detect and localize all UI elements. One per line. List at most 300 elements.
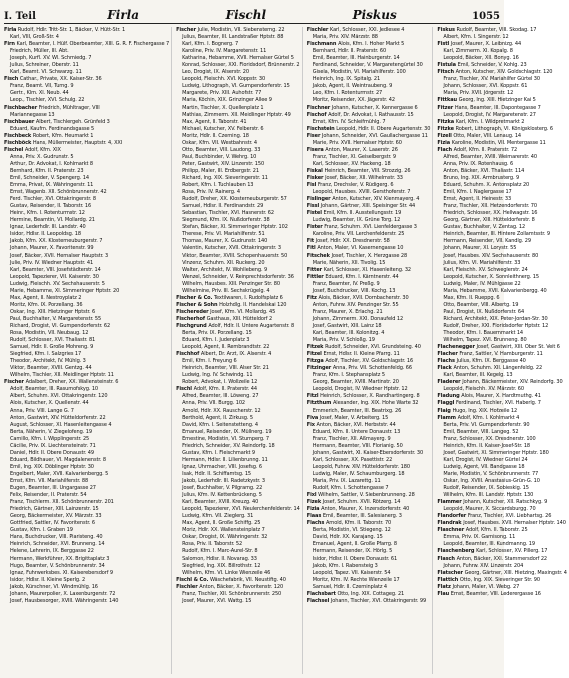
entry-details: Friedrich, Müller, III. Abt. xyxy=(10,48,69,55)
column-2 xyxy=(176,27,303,674)
entry-details: Leopold, Beamter, III. Kundmanng. 19 xyxy=(443,541,536,548)
directory-entry xyxy=(437,584,567,591)
directory-entry xyxy=(307,196,431,203)
directory-entry xyxy=(307,570,431,577)
entry-details: Emil, Schneider, V. Spengerg. 14 xyxy=(10,174,89,181)
directory-entry xyxy=(307,217,431,224)
directory-entry xyxy=(4,351,169,358)
directory-entry xyxy=(437,386,567,393)
entry-details: Gertr., Klm. XI. Neub. 44 xyxy=(10,90,69,97)
directory-entry xyxy=(437,365,567,372)
directory-entry xyxy=(4,450,169,457)
directory-entry xyxy=(4,513,169,520)
entry-details: Wenzel, Schneider, V. Reinprechtsdorferstr. 36 xyxy=(182,273,294,280)
entry-details: Karl, Beamter, XVIII. Kreuzg. 40 xyxy=(182,499,259,506)
directory-entry xyxy=(4,295,169,302)
entry-surname: Firn xyxy=(4,41,17,48)
directory-entry xyxy=(4,570,169,577)
directory-entry xyxy=(307,485,431,492)
entry-details: Johann, Schneider, XVI. Gaullachergasse 11 xyxy=(321,132,428,139)
entry-details: Arnold, Hdlr. XX. Rauscherstr. 12 xyxy=(182,407,261,414)
entry-details: Rudolf, Hdlr. Tritt-Str. 1, Bäcker, V. Hütt-Str. 1 xyxy=(17,27,126,33)
entry-details: Samuel, Hdlr. II. Czerninplatz 4 xyxy=(312,583,388,590)
entry-surname: Fister xyxy=(306,224,325,231)
entry-details: Richard, Drogist, VI. Gumpendorferstr. 62 xyxy=(10,322,111,329)
entry-details: Mathias, Zimmerm. XII. Meidlinger Hptstr. 49 xyxy=(182,111,291,118)
entry-details: Rosa, Modistin, VII. Neubaug. 12 xyxy=(10,330,89,337)
directory-entry xyxy=(4,464,169,471)
directory-entry xyxy=(307,288,431,295)
directory-entry xyxy=(437,34,567,41)
entry-surname: Flacher xyxy=(437,351,460,358)
directory-entry xyxy=(307,76,431,83)
directory-entry xyxy=(176,436,300,443)
directory-entry xyxy=(4,563,169,570)
directory-entry xyxy=(307,112,431,119)
running-head-word: Firla xyxy=(107,8,140,22)
directory-entry xyxy=(437,147,567,154)
directory-entry xyxy=(176,372,300,379)
entry-details: Adolf, Dr. Advokat, I. Rathausstr. 15 xyxy=(328,111,414,118)
directory-entry xyxy=(4,548,169,555)
directory-entry xyxy=(437,492,567,499)
directory-entry xyxy=(176,281,300,288)
entry-surname: Fischerhof xyxy=(176,315,207,322)
entry-details: Jakob, Kfm. I. Rabensteig 3 xyxy=(312,562,378,569)
directory-entry xyxy=(4,527,169,534)
entry-details: Julius, Kfm. VI. Mariahilferstr. 33 xyxy=(443,259,521,266)
entry-details: Margarete, Priv. XIII. Auhofstr. 77 xyxy=(182,90,262,97)
entry-details: Gottfried, Sattler, IV. Favoritenstr. 6 xyxy=(10,520,95,527)
directory-entry xyxy=(4,34,169,41)
entry-details: Moritz, Kfm. IX. Porzellang. 36 xyxy=(10,301,83,308)
entry-surname: Fitzga xyxy=(306,358,326,365)
directory-entry xyxy=(176,485,300,492)
directory-entry xyxy=(307,534,431,541)
entry-details: Ernst, Hdlsr. II. Kleine Pfarrg. 11 xyxy=(323,351,400,358)
entry-details: Berthold, Agent, II. Zirkusg. 5 xyxy=(182,414,253,421)
entry-details: Jakob, Kfm. XX. Klosterneuburgerstr. 7 xyxy=(10,238,103,245)
entry-surname: Fitschek xyxy=(306,252,332,259)
entry-details: Karoline, Priv. VII. Lerchenfelderstr. 25 xyxy=(312,231,405,238)
entry-surname: Fisera xyxy=(306,146,326,153)
entry-details: Marie, Hebamme, XI. Simmeringer Hptstr. 20 xyxy=(10,287,120,294)
directory-entry xyxy=(437,577,567,584)
entry-details: Arthur, Dr. Advokat, I. Kohlmarkt 8 xyxy=(10,160,94,167)
directory-entry xyxy=(437,457,567,464)
directory-entry xyxy=(437,182,567,189)
entry-details: Isak, Hdlr. II. Schiffamtsg. 15 xyxy=(182,470,252,477)
entry-details: Max, Agent, II. Große Schiffg. 25 xyxy=(182,520,261,527)
entry-details: Josef, Buchhalter, V. Pilgramg. 22 xyxy=(182,485,263,492)
page-header xyxy=(4,6,500,24)
entry-details: Johann, Zimmerm. XXI. Donaufeld 12 xyxy=(312,315,404,322)
entry-surname: Fischböck xyxy=(4,139,33,146)
entry-surname: Fitzthum xyxy=(306,400,333,407)
directory-entry xyxy=(437,217,567,224)
entry-surname: Fiva xyxy=(306,414,320,421)
entry-details: Samuel, Hdlr. II. Große Mohreng. 9 xyxy=(10,344,94,351)
entry-details: Karoline, Modistin, VII. Mentergasse 11 xyxy=(451,139,546,146)
directory-entry xyxy=(176,584,300,591)
entry-surname: Flattich xyxy=(437,576,460,583)
directory-entry xyxy=(176,126,300,133)
directory-entry xyxy=(4,492,169,499)
directory-entry xyxy=(176,69,300,76)
entry-details: Anton, Kutscher, XIV. Goldschlagstr. 120 xyxy=(455,69,553,76)
directory-entry xyxy=(307,55,431,62)
directory-entry xyxy=(4,140,169,147)
entry-details: Friedrich, Mühltrager, VIII xyxy=(38,104,100,111)
directory-entry xyxy=(437,90,567,97)
entry-details: Mariannegasse 13 xyxy=(10,111,55,118)
directory-entry xyxy=(437,443,567,450)
entry-details: Franz, Tischler, XI. Geiselbergstr. 9 xyxy=(312,153,397,160)
entry-surname: Fischer & Sohn xyxy=(176,301,220,308)
entry-surname: Fix xyxy=(306,421,317,428)
entry-surname: Flach xyxy=(437,146,454,153)
entry-details: Richard, Architekt, XIX. Peter-Jordan-Str. 30 xyxy=(443,315,548,322)
directory-entry xyxy=(307,591,431,598)
entry-details: Gisela, Modistin, VI. Mariahilferstr. 100 xyxy=(312,69,406,76)
entry-details: Georg, Gärtner, XIII. Hietzing, Maxingstr. 4 xyxy=(464,569,567,576)
directory-entry xyxy=(4,436,169,443)
entry-details: Robert, Kfm. I. Tuchlauben 13 xyxy=(182,182,254,189)
directory-entry xyxy=(4,112,169,119)
directory-entry xyxy=(437,288,567,295)
directory-entry xyxy=(176,337,300,344)
directory-entry xyxy=(437,189,567,196)
directory-entry xyxy=(176,457,300,464)
entry-details: Friedrich, Schlosser, XX. Hellwagstr. 16 xyxy=(443,210,538,217)
entry-details: Katharina, Hebamme, XVII. Hernalser Gürtel 5 xyxy=(182,55,294,62)
directory-entry xyxy=(176,365,300,372)
entry-details: Anton, Kutscher, XIV. Kienmayerg. 4 xyxy=(332,196,420,203)
directory-entry xyxy=(437,556,567,563)
entry-surname: Flandrak xyxy=(437,520,464,527)
directory-entry xyxy=(176,189,300,196)
directory-entry xyxy=(437,337,567,344)
entry-surname: Fischbeck xyxy=(4,132,33,139)
entry-surname: Fischmann xyxy=(306,41,339,48)
directory-entry xyxy=(4,62,169,69)
entry-surname: Flaschner xyxy=(437,527,466,534)
directory-entry xyxy=(437,281,567,288)
directory-entry xyxy=(176,302,300,309)
entry-details: Rosa, Priv. II. Taborstr. 52 xyxy=(182,541,243,548)
entry-surname: Flachsel xyxy=(306,597,331,604)
entry-details: Josef, Gastwirt, XIII. Lainz 18 xyxy=(312,322,382,329)
entry-surname: Fischof xyxy=(306,111,329,118)
directory-entry xyxy=(307,386,431,393)
directory-entry xyxy=(4,76,169,83)
entry-surname: Fischer & Co. xyxy=(176,294,215,301)
entry-details: Hermann, Hdlsr. II. Lilienbrunng. 11 xyxy=(182,456,268,463)
directory-entry xyxy=(176,429,300,436)
directory-entry xyxy=(437,161,567,168)
entry-details: Jakob, Lederhdlr. III. Radetzkystr. 3 xyxy=(182,478,265,484)
entry-details: Ludwig, Maler, IV. Schaumburgerg. 18 xyxy=(312,470,405,477)
directory-entry xyxy=(437,429,567,436)
entry-details: Berta, Näherin, V. Ziegelofeng. 19 xyxy=(10,428,92,435)
entry-details: Max, Kfm. II. Rueppg. 6 xyxy=(443,294,500,301)
directory-entry xyxy=(176,393,300,400)
directory-entry xyxy=(307,147,431,154)
entry-details: Rudolf, Schneider, XVI. Grundsteing. 40 xyxy=(325,344,421,351)
entry-details: Alfred, Beamter, III. Löweng. 27 xyxy=(182,393,259,400)
entry-details: Anton, Bäcker, XVI. Thaliastr. 114 xyxy=(443,167,525,174)
directory-entry xyxy=(176,548,300,555)
entry-details: Johann, Maurerpolier, X. Laxenburgerstr. 72 xyxy=(10,590,116,597)
entry-surname: Flamm xyxy=(437,414,458,421)
entry-details: Leopold, Tapezierer, VII. Kaiserstr. 30 xyxy=(10,273,99,280)
entry-details: Ferdinand, Schneider, V. Margaretengürtel 30 xyxy=(312,62,423,69)
directory-entry xyxy=(437,513,567,520)
entry-surname: Fischbauer xyxy=(4,118,36,125)
entry-details: Emil, Kfm. II. Ausstellungsstr. 19 xyxy=(323,210,402,217)
directory-entry xyxy=(437,83,567,90)
directory-entry xyxy=(176,415,300,422)
entry-details: Emil, Kfm. I. Freyung 6 xyxy=(182,358,237,365)
entry-surname: Fischgrund xyxy=(176,322,209,329)
entry-details: Berta, Modistin, VI. Stiegeng. 12 xyxy=(312,527,391,534)
entry-details: Maria, Priv. XIV. Märzstr. 88 xyxy=(312,34,378,41)
directory-entry xyxy=(176,161,300,168)
entry-details: Heinrich, Beamter, III. Hintere Zollamtsstr. 9 xyxy=(443,231,550,238)
entry-surname: Fischhof xyxy=(176,351,201,358)
directory-entry xyxy=(176,499,300,506)
entry-details: Hermine, Beamtin, VI. Mollardg. 21 xyxy=(10,217,95,224)
entry-surname: Fitzke xyxy=(437,125,456,132)
directory-entry xyxy=(437,260,567,267)
directory-entry xyxy=(176,358,300,365)
entry-details: Ignaz, Uhrmacher, VIII. Josefsg. 6 xyxy=(182,463,262,470)
directory-entry xyxy=(176,260,300,267)
entry-details: Leopold, Drogist, IV. Margaretenstr. 27 xyxy=(443,111,536,118)
entry-details: Anton, Schuhm. XII. Längenfeldg. 22 xyxy=(453,365,543,372)
directory-entry xyxy=(176,41,300,48)
directory-entry xyxy=(4,309,169,316)
entry-details: Max, Agent, II. Nestroyplatz 2 xyxy=(10,294,82,301)
entry-details: Ernestine, Modistin, VI. Stumperg. 7 xyxy=(182,435,270,442)
entry-details: Heinrich, Beamter, VIII. Strozzig. 26 xyxy=(324,167,411,174)
entry-surname: Fislinger xyxy=(306,196,333,203)
directory-entry xyxy=(307,351,431,358)
directory-entry xyxy=(437,548,567,555)
directory-entry xyxy=(4,408,169,415)
entry-details: Heinrich, Ing. IX. Spitalg. 21 xyxy=(312,76,381,83)
entry-surname: Fischbacher xyxy=(4,104,39,111)
directory-entry xyxy=(176,556,300,563)
entry-details: Adalbert, Dreher, XX. Wallensteinstr. 6 xyxy=(25,379,119,386)
entry-details: Viktor, Beamter, XVIII. Gentzg. 44 xyxy=(10,365,92,372)
directory-entry xyxy=(176,464,300,471)
directory-entry xyxy=(4,189,169,196)
entry-details: Adolf, Kfm. II. Taborstr. 25 xyxy=(465,527,528,534)
entry-details: Oskar, Ing. XIII. Hietzinger Hptstr. 6 xyxy=(10,308,96,315)
directory-entry xyxy=(437,154,567,161)
directory-entry xyxy=(307,337,431,344)
entry-details: Wilhelmine, Priv. III. Sechskrügelg. 4 xyxy=(182,287,270,294)
directory-entry xyxy=(176,231,300,238)
entry-details: Ernst, Agent, II. Heinestr. 33 xyxy=(443,196,512,203)
entry-details: Johann, Maler, VI. Webg. 27 xyxy=(452,583,520,590)
entry-details: Marie, Näherin, XII. Tivolig. 15 xyxy=(312,259,386,266)
entry-details: Paul, Drogist, IX. Nußdorferstr. 64 xyxy=(443,308,525,315)
directory-entry xyxy=(176,492,300,499)
directory-entry xyxy=(437,506,567,513)
directory-entry xyxy=(307,422,431,429)
directory-entry xyxy=(437,267,567,274)
entry-details: Leopold, Maurer, X. Siccardsburgg. 70 xyxy=(443,506,536,513)
entry-details: Adolf, Beamter, III. Rasumofskyg. 10 xyxy=(10,386,99,393)
directory-entry xyxy=(437,76,567,83)
directory-entry xyxy=(176,450,300,457)
directory-entry xyxy=(307,253,431,260)
entry-details: Karoline, Priv. IV. Margaretenstr. 11 xyxy=(182,48,267,55)
directory-entry xyxy=(307,436,431,443)
directory-entry xyxy=(176,379,300,386)
entry-details: Vinzenz, Schuhm. XII. Ruckerg. 20 xyxy=(182,259,265,266)
directory-entry xyxy=(4,245,169,252)
directory-entry xyxy=(307,168,431,175)
entry-details: Franz, Tischler, XV. Mariahilfer Gürtel 30 xyxy=(443,76,540,83)
directory-entry xyxy=(176,422,300,429)
directory-entry xyxy=(176,119,300,126)
entry-details: Wilhelm, Kfm. VI. Linke Wienzeile 46 xyxy=(182,569,271,576)
entry-details: Ernst, Kfm. IV. Schleifmühlg. 7 xyxy=(312,118,386,125)
entry-details: Hermann, Reisender, VII. Kandlg. 29 xyxy=(443,238,531,245)
entry-details: Jakob, Kürschner, VI. Windmühlg. 16 xyxy=(10,583,98,590)
entry-details: Rosa, Priv. IV. Rainerg. 4 xyxy=(182,189,240,196)
entry-details: Adolf, Hdlr. II. Untere Augartenstr. 8 xyxy=(208,322,295,329)
entry-details: Eduard, Kfm. I. Kärntnerstr. 44 xyxy=(325,273,399,280)
entry-details: Thomas, Maurer, X. Gudrunstr. 140 xyxy=(182,238,268,245)
entry-details: Joseph, Kurfl. XV. Wl. Schmiedg. 7 xyxy=(10,55,92,62)
entry-surname: Fitzka xyxy=(437,118,456,125)
directory-entry xyxy=(307,450,431,457)
directory-entry xyxy=(176,253,300,260)
directory-entry xyxy=(437,62,567,69)
entry-surname: Flachs xyxy=(306,520,326,527)
entry-details: Leop., Tischler, XVI. Schulg. 22 xyxy=(10,97,85,104)
directory-entry xyxy=(437,408,567,415)
entry-surname: Fischl xyxy=(176,386,194,393)
directory-entry xyxy=(437,471,567,478)
entry-details: Hermann, Werkführer, XX. Brigittaplatz 3 xyxy=(10,555,110,562)
directory-entry xyxy=(307,34,431,41)
directory-entry xyxy=(4,161,169,168)
entry-details: Arnold, Kfm. II. Taborstr. 70 xyxy=(325,520,392,527)
entry-details: Otto, Beamter, VIII. Laudong. 33 xyxy=(182,146,261,153)
directory-entry xyxy=(4,485,169,492)
directory-entry xyxy=(437,372,567,379)
directory-entry xyxy=(437,274,567,281)
directory-entry xyxy=(176,478,300,485)
directory-entry xyxy=(4,154,169,161)
entry-details: Hans, Müllermeister, Hauptstr. 4, XXI xyxy=(32,139,123,146)
entry-surname: Flaig xyxy=(437,407,453,414)
entry-surname: Fizia xyxy=(306,506,322,513)
entry-details: Josef, Hdlr. XX. Dresdnerstr. 58 xyxy=(315,238,390,245)
directory-entry xyxy=(307,316,431,323)
directory-entry xyxy=(307,478,431,485)
column-1 xyxy=(4,27,172,674)
directory-entry xyxy=(437,415,567,422)
entry-surname: Flack xyxy=(437,365,454,372)
entry-details: Johann, Kutscher, XII. Ratschkyg. 9 xyxy=(463,499,548,506)
directory-entry xyxy=(4,27,169,34)
entry-details: Karl, Drogist, IV. Wiedner Gürtel 24 xyxy=(443,456,528,463)
entry-details: Emil, Beamter, III. Salesianerg. 3 xyxy=(322,513,402,520)
directory-entry xyxy=(4,133,169,140)
entry-surname: Flatz xyxy=(437,583,453,590)
directory-entry xyxy=(437,231,567,238)
entry-details: Gustav, Kfm. I. Graben 19 xyxy=(10,527,73,534)
entry-details: Adolf, Kfm. I. Kohlmarkt 4 xyxy=(457,414,520,421)
directory-entry xyxy=(307,584,431,591)
entry-details: Leopold, Tapezierer, XVI. Neulerchenfelderstr. 14 xyxy=(182,506,300,513)
directory-entry xyxy=(307,563,431,570)
directory-entry xyxy=(437,133,567,140)
directory-entry xyxy=(307,365,431,372)
entry-details: Karl, Fleischh. XV. Schweglerstr. 24 xyxy=(443,266,528,273)
directory-entry xyxy=(307,408,431,415)
entry-details: Julie, Priv. IV. Wiedner Hauptstr. 41 xyxy=(10,259,94,266)
directory-entry xyxy=(437,112,567,119)
entry-surname: Flaggl xyxy=(437,400,456,407)
directory-entry xyxy=(176,520,300,527)
directory-entry xyxy=(176,344,300,351)
entry-details: Berta, Priv. VI. Gumpendorferstr. 90 xyxy=(443,421,530,428)
directory-entry xyxy=(307,548,431,555)
entry-details: Emil, Kfm. I. Naglergasse 17 xyxy=(443,189,512,196)
entry-details: Emanuel, Reisender, IX. Müllnerg. 19 xyxy=(182,428,272,435)
entry-details: Alois, Bäcker, XVII. Dornbacherstr. 30 xyxy=(318,294,409,301)
entry-details: Georg, Beamter, XVIII. Martinstr. 20 xyxy=(312,379,399,386)
entry-details: Johann, Tischler, XVI. Ottakringerstr. 99 xyxy=(330,597,427,604)
entry-details: Karl, Schlosser, XXI. Jedlesee 4 xyxy=(329,27,405,33)
directory-entry xyxy=(307,443,431,450)
directory-entry xyxy=(437,464,567,471)
entry-details: Karl, Beamter, III. Kegelg. 13 xyxy=(443,372,513,379)
entry-details: Wilhelm, Sattler, V. Siebenbrunneng. 28 xyxy=(318,492,415,499)
entry-details: Emil, Beamter, III. Hainburgerstr. 14 xyxy=(312,55,400,62)
entry-surname: Fladung xyxy=(437,393,462,400)
directory-entry xyxy=(307,464,431,471)
entry-details: Ferdinand, Tischler, XVI. Haberlg. 7 xyxy=(455,400,541,407)
directory-entry xyxy=(437,358,567,365)
directory-entry xyxy=(4,429,169,436)
entry-details: Julius, Kfm. IV. Kettenbrückeng. 5 xyxy=(182,492,262,499)
entry-details: Ferd. Tischler, XVI. Ottakringerstr. 8 xyxy=(10,196,96,203)
entry-details: Albert, Schuhm. XVI. Ottakringerstr. 120 xyxy=(10,393,108,400)
entry-surname: Fiskal xyxy=(306,167,325,174)
directory-entry xyxy=(176,83,300,90)
entry-details: Leopold, Tapez. VII. Kaiserstr. 54 xyxy=(312,569,391,576)
entry-details: Josef, Schuhm. XVII. Rötzerg. 14 xyxy=(322,499,401,506)
entry-details: Heinrich, Kfm. II. Kaiser-Josef-Str. 18 xyxy=(443,442,531,449)
entry-details: Martin, Tischler, X. Quellenplatz 1 xyxy=(182,104,264,111)
directory-entry xyxy=(176,112,300,119)
entry-details: Moriz, Hdlr. XX. Wallensteinplatz 7 xyxy=(182,527,265,534)
directory-entry xyxy=(307,379,431,386)
entry-details: Engelbert, Maler, XVII. Kalvarienbergg. 5 xyxy=(10,470,109,477)
directory-entry xyxy=(307,274,431,281)
directory-entry xyxy=(307,429,431,436)
entry-details: Josef, Bäcker, XII. Wilhelmstr. 33 xyxy=(325,174,403,181)
directory-entry xyxy=(176,527,300,534)
